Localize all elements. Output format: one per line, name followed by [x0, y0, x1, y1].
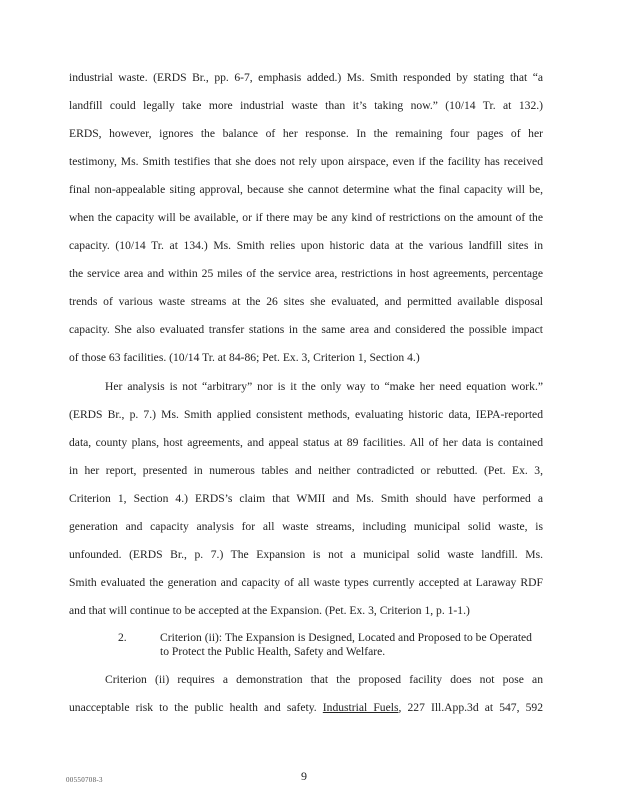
page-number: 9: [301, 769, 307, 783]
paragraph-line: testimony, Ms. Smith testifies that she does not rely upon airspace, even if the facility has received: [69, 155, 543, 168]
paragraph-line: generation and capacity analysis for all waste streams, including municipal solid waste, is: [69, 520, 543, 533]
paragraph-line: when the capacity will be available, or if there may be any kind of restrictions on the amount of the: [69, 211, 543, 224]
paragraph-line: landfill could legally take more industrial waste than it’s taking now.” (10/14 Tr. at 132.): [69, 99, 543, 112]
text-run: unacceptable risk to the public health and safety.: [69, 701, 323, 714]
paragraph-line: of those 63 facilities. (10/14 Tr. at 84-86; Pet. Ex. 3, Criterion 1, Section 4.): [69, 351, 420, 364]
paragraph-line: [69, 701, 543, 715]
paragraph-line: industrial waste. (ERDS Br., pp. 6-7, emphasis added.) Ms. Smith responded by stating that “a: [69, 71, 543, 84]
document-code: 00550708-3: [66, 776, 103, 784]
paragraph-line: final non-appealable siting approval, because she cannot determine what the final capacity will be,: [69, 183, 543, 196]
paragraph-line: the service area and within 25 miles of the service area, restrictions in host agreements, percentage: [69, 267, 543, 280]
paragraph-line: unfounded. (ERDS Br., p. 7.) The Expansion is not a municipal solid waste landfill. Ms.: [69, 548, 543, 561]
paragraph-line: trends of various waste streams at the 26 sites she evaluated, and permitted available disposal: [69, 295, 543, 308]
paragraph-line: data, county plans, host agreements, and appeal status at 89 facilities. All of her data is contained: [69, 436, 543, 449]
case-citation: Industrial Fuels: [322, 701, 399, 714]
paragraph-line: and that will continue to be accepted at the Expansion. (Pet. Ex. 3, Criterion 1, p. 1-1.): [69, 604, 470, 617]
paragraph-line: Her analysis is not “arbitrary” nor is it the only way to “make her need equation work.”: [105, 380, 543, 393]
paragraph-line: Criterion 1, Section 4.) ERDS’s claim that WMII and Ms. Smith should have performed a: [69, 492, 543, 505]
heading-number: 2.: [118, 631, 127, 644]
text-run: , 227 Ill.App.3d at 547, 592: [398, 701, 543, 714]
heading-line: Criterion (ii): The Expansion is Designed, Located and Proposed to be Operated: [160, 631, 532, 644]
paragraph-line: ERDS, however, ignores the balance of her response. In the remaining four pages of her: [69, 127, 543, 140]
paragraph-line: Criterion (ii) requires a demonstration that the proposed facility does not pose an: [105, 673, 543, 686]
paragraph-line: Smith evaluated the generation and capacity of all waste types currently accepted at Laraway RDF: [69, 576, 543, 589]
paragraph-line: capacity. She also evaluated transfer stations in the same area and considered the possible impact: [69, 323, 543, 336]
paragraph-line: in her report, presented in numerous tables and neither contradicted or rebutted. (Pet. Ex. 3,: [69, 464, 543, 477]
heading-line: to Protect the Public Health, Safety and Welfare.: [160, 645, 386, 658]
paragraph-line: capacity. (10/14 Tr. at 134.) Ms. Smith relies upon historic data at the various landfill sites in: [69, 239, 543, 252]
paragraph-line: (ERDS Br., p. 7.) Ms. Smith applied consistent methods, evaluating historic data, IEPA-reported: [69, 408, 543, 421]
